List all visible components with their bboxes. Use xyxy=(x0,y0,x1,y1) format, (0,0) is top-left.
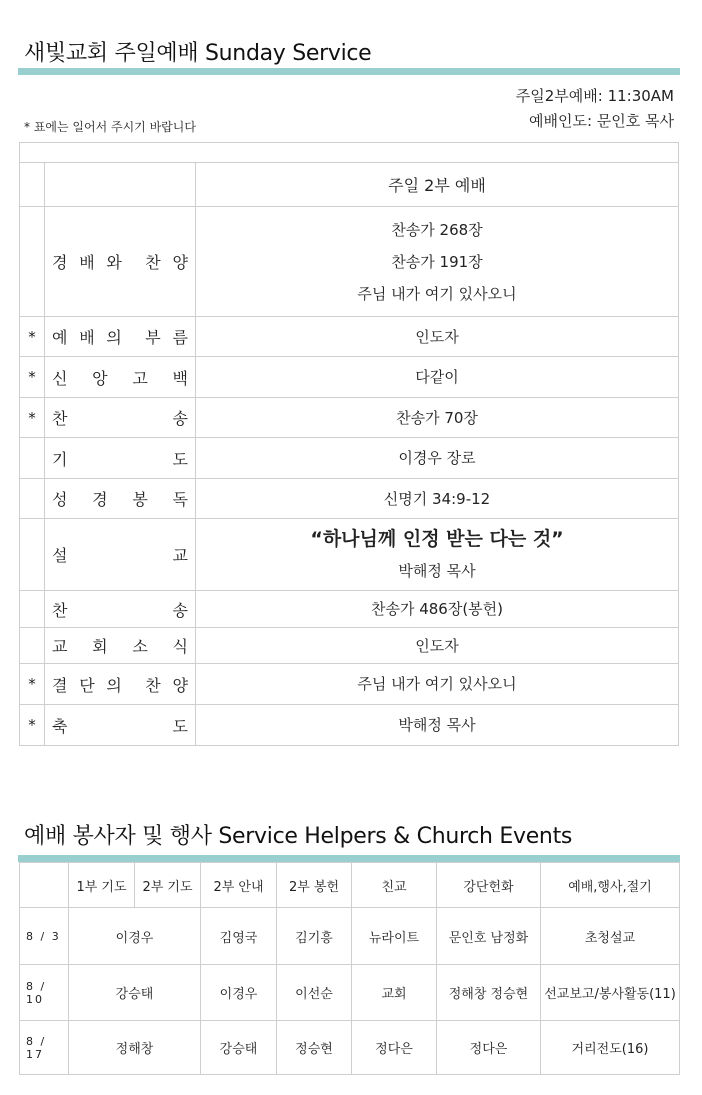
helpers-header-row xyxy=(20,863,680,908)
order-row xyxy=(20,519,679,591)
order-label-char: 와 xyxy=(106,253,122,272)
helper-usher: 강승태 xyxy=(201,1021,277,1075)
order-row xyxy=(20,628,679,664)
order-detail-line: 주님 내가 여기 있사오니 xyxy=(357,675,517,693)
helper-usher: 이경우 xyxy=(201,965,277,1021)
order-detail xyxy=(196,317,679,357)
order-detail xyxy=(196,664,679,705)
order-row xyxy=(20,705,679,746)
order-label-char: 경 xyxy=(92,490,108,509)
order-label xyxy=(45,325,195,348)
order-detail-line: 신명기 34:9-12 xyxy=(383,489,491,508)
helper-usher: 김영국 xyxy=(201,908,277,965)
order-label-char: 도 xyxy=(172,716,188,736)
helper-event: 선교보고/봉사활동(11) xyxy=(541,965,680,1021)
order-of-worship-table xyxy=(19,142,679,746)
order-label-char: 교 xyxy=(172,546,188,565)
order-label-char: 찬 xyxy=(52,409,68,428)
order-label-char: 식 xyxy=(172,637,188,656)
sermon-title: “하나님께 인정 받는 다는 것” xyxy=(310,527,564,550)
standing-mark xyxy=(20,591,45,628)
standing-mark: * xyxy=(20,705,45,746)
order-label-char: 의 xyxy=(106,328,122,347)
order-label xyxy=(45,714,195,737)
order-heading: 주일 2부 예배 xyxy=(196,163,679,207)
col-header: 친교 xyxy=(352,863,437,908)
order-label xyxy=(45,447,195,470)
order-detail xyxy=(196,207,679,317)
helper-event: 거리전도(16) xyxy=(541,1021,680,1075)
order-label-char: 앙 xyxy=(92,368,108,388)
col-header: 2부 봉헌 xyxy=(277,863,352,908)
order-label-char: 봉 xyxy=(132,490,148,509)
order-label-char: 독 xyxy=(172,490,188,509)
order-label-char: 송 xyxy=(172,409,188,428)
order-label xyxy=(45,634,195,657)
helper-event: 초청설교 xyxy=(541,908,680,965)
order-detail-line: 다같이 xyxy=(415,368,459,386)
order-detail-line: 주님 내가 여기 있사오니 xyxy=(357,284,517,303)
order-label-char: 도 xyxy=(172,449,188,469)
helper-fellowship: 교회 xyxy=(352,965,437,1021)
order-label xyxy=(45,406,195,429)
service-time: 주일2부예배: 11:30AM xyxy=(515,87,674,105)
standing-mark xyxy=(20,519,45,591)
helper-date: 8 / 3 xyxy=(20,908,69,965)
order-detail-line: 박해정 목사 xyxy=(398,561,476,580)
standing-mark xyxy=(20,207,45,317)
spacer-row xyxy=(20,143,679,163)
order-detail-line: 찬송가 268장 xyxy=(391,220,483,239)
col-header: 강단헌화 xyxy=(437,863,541,908)
helper-fellowship: 뉴라이트 xyxy=(352,908,437,965)
order-label-char: 설 xyxy=(52,546,68,565)
standing-note: * 표에는 일어서 주시기 바랍니다 xyxy=(24,120,196,134)
col-header: 2부 기도 xyxy=(135,863,201,908)
order-detail xyxy=(196,357,679,398)
order-detail-line: 인도자 xyxy=(415,327,459,346)
order-row xyxy=(20,591,679,628)
helper-offering: 이선순 xyxy=(277,965,352,1021)
title-underline xyxy=(18,68,680,75)
standing-mark: * xyxy=(20,664,45,705)
order-row xyxy=(20,207,679,317)
col-header: 2부 안내 xyxy=(201,863,277,908)
order-label-char: 찬 xyxy=(52,600,68,620)
helpers-title: 예배 봉사자 및 행사 Service Helpers & Church Events xyxy=(24,824,573,849)
order-label-char: 고 xyxy=(132,368,148,388)
order-detail xyxy=(196,398,679,438)
helper-prayer: 강승태 xyxy=(69,965,201,1021)
standing-mark xyxy=(20,628,45,664)
order-label-char: 예 xyxy=(52,328,68,347)
standing-mark: * xyxy=(20,398,45,438)
order-detail-line: 인도자 xyxy=(415,636,459,655)
order-row xyxy=(20,438,679,479)
helper-prayer: 이경우 xyxy=(69,908,201,965)
helper-offering: 정승현 xyxy=(277,1021,352,1075)
helper-date: 8 / 10 xyxy=(20,965,69,1021)
order-label-char: 백 xyxy=(172,368,188,388)
order-label-char: 성 xyxy=(52,490,68,509)
order-label-char: 배 xyxy=(79,328,95,347)
helper-date: 8 / 17 xyxy=(20,1021,69,1075)
order-label-char: 송 xyxy=(172,600,188,620)
helpers-title-underline xyxy=(18,855,680,862)
order-label-char: 교 xyxy=(52,637,68,656)
service-info xyxy=(516,84,674,134)
order-heading-row xyxy=(20,163,679,207)
page-title: 새빛교회 주일예배 Sunday Service xyxy=(24,41,372,66)
standing-mark xyxy=(20,479,45,519)
order-label-char: 배 xyxy=(79,253,95,272)
order-label-char: 부 xyxy=(145,328,161,347)
order-detail-line: 찬송가 191장 xyxy=(391,252,483,271)
order-detail xyxy=(196,705,679,746)
order-row xyxy=(20,357,679,398)
order-row xyxy=(20,317,679,357)
service-leader: 예배인도: 문인호 목사 xyxy=(528,112,674,130)
order-detail-line: 이경우 장로 xyxy=(398,449,476,467)
order-label-char: 찬 xyxy=(145,675,161,695)
order-label xyxy=(45,543,195,566)
order-label-char: 회 xyxy=(92,637,108,656)
standing-mark: * xyxy=(20,317,45,357)
order-label-char: 기 xyxy=(52,449,68,469)
helper-offering: 김기흥 xyxy=(277,908,352,965)
helper-flowers: 정다은 xyxy=(437,1021,541,1075)
col-header: 1부 기도 xyxy=(69,863,135,908)
order-row xyxy=(20,479,679,519)
order-detail xyxy=(196,628,679,664)
order-label xyxy=(45,673,195,696)
order-label-char: 결 xyxy=(52,675,68,695)
order-label-char: 소 xyxy=(132,637,148,656)
helpers-row xyxy=(20,1021,680,1075)
order-detail xyxy=(196,438,679,479)
order-label-char: 축 xyxy=(52,716,68,736)
order-detail-line: 찬송가 70장 xyxy=(396,408,478,427)
order-row xyxy=(20,664,679,705)
order-detail xyxy=(196,519,679,591)
order-label xyxy=(45,366,195,389)
order-detail xyxy=(196,479,679,519)
order-label-char: 찬 xyxy=(145,253,161,272)
order-label xyxy=(45,250,195,273)
order-label-char: 경 xyxy=(52,253,68,272)
order-label xyxy=(45,487,195,510)
order-label-char: 양 xyxy=(172,675,188,695)
helpers-row xyxy=(20,908,680,965)
order-label-char: 신 xyxy=(52,368,68,388)
helper-flowers: 문인호 남정화 xyxy=(437,908,541,965)
order-label-char: 양 xyxy=(172,253,188,272)
standing-mark xyxy=(20,438,45,479)
col-header: 예배,행사,절기 xyxy=(541,863,680,908)
order-detail-line: 찬송가 486장(봉헌) xyxy=(370,600,504,618)
standing-mark: * xyxy=(20,357,45,398)
order-detail-line: 박해정 목사 xyxy=(398,716,476,734)
helper-fellowship: 정다은 xyxy=(352,1021,437,1075)
order-row xyxy=(20,398,679,438)
helpers-table xyxy=(19,862,680,1075)
order-detail xyxy=(196,591,679,628)
order-label-char: 름 xyxy=(172,328,188,347)
order-label-char: 단 xyxy=(79,675,95,695)
order-label-char: 의 xyxy=(106,675,122,695)
helper-prayer: 정해창 xyxy=(69,1021,201,1075)
helper-flowers: 정해창 정승현 xyxy=(437,965,541,1021)
order-label xyxy=(45,598,195,621)
helpers-row xyxy=(20,965,680,1021)
